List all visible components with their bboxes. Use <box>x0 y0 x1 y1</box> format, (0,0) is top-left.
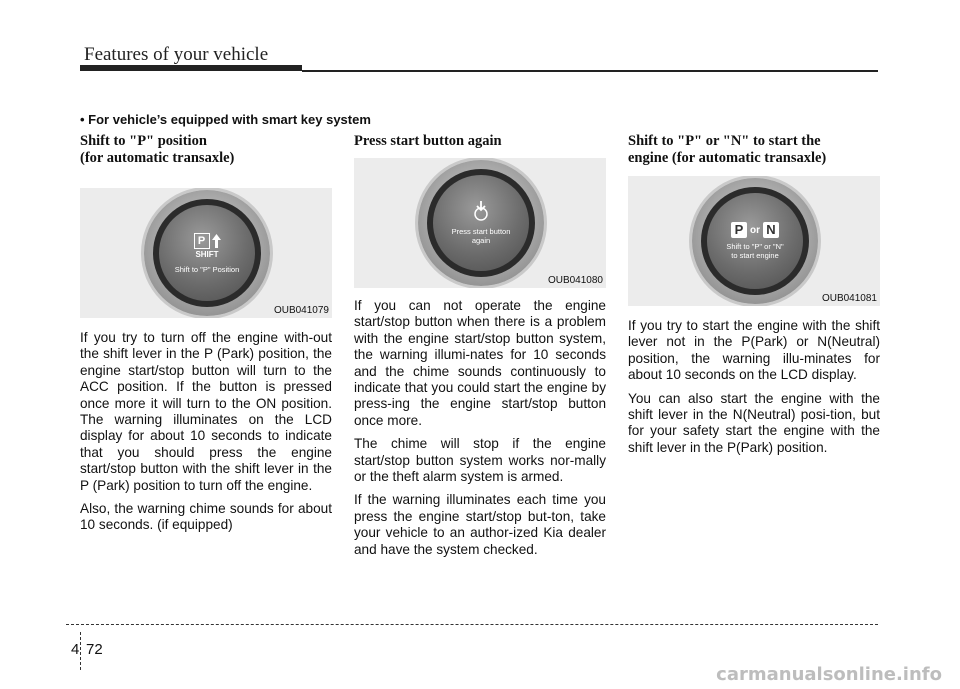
figure-code: OUB041081 <box>821 293 877 304</box>
lcd-warning-knob <box>144 190 270 316</box>
page-header-title: Features of your vehicle <box>84 44 269 65</box>
figure-press-start-again <box>354 158 606 288</box>
body-text-block <box>80 330 332 534</box>
paragraph: If you try to start the engine with the shift lever not in the P(Park) or N(Neutral) position, the warning illu-minates for about 10 seconds on the LCD display. <box>628 318 880 383</box>
section-heading: Shift to "P" or "N" to start the engine (for automatic transaxle) <box>628 133 827 166</box>
lcd-warning-knob <box>692 178 818 304</box>
figure-shift-p-or-n <box>628 176 880 306</box>
n-letter: N <box>763 222 779 238</box>
or-word: or <box>750 224 760 236</box>
watermark: carmanualsonline.info <box>716 664 942 685</box>
knob-caption: Shift to "P" or "N" to start engine <box>726 242 784 260</box>
section-heading: Press start button again <box>354 133 502 149</box>
header-rule-thick <box>80 65 302 71</box>
column-shift-to-p <box>80 133 332 534</box>
knob-face <box>159 205 255 301</box>
lcd-warning-knob <box>418 160 544 286</box>
knob-face <box>433 175 529 271</box>
press-icon <box>472 201 490 221</box>
p-letter: P <box>194 233 210 249</box>
knob-face <box>707 193 803 289</box>
up-arrow-icon <box>212 234 221 248</box>
footer-divider <box>80 632 81 670</box>
figure-code: OUB041079 <box>273 305 329 316</box>
paragraph: Also, the warning chime sounds for about 10 seconds. (if equipped) <box>80 501 332 533</box>
header-rule-thin <box>302 70 878 72</box>
chapter-number: 4 <box>71 641 80 658</box>
figure-shift-to-p <box>80 188 332 318</box>
body-text-block <box>354 298 606 558</box>
column-shift-p-or-n <box>628 133 880 456</box>
paragraph: If you try to turn off the engine with-out the shift lever in the P (Park) position, the engine start/stop button will turn to the ACC position. If the button is pressed once more it will turn to the ON position. The warning illuminates on the LCD display for about 10 seconds to indicate that you should press the engine start/stop button with the shift lever in the P (Park) position to turn off the engine. <box>80 330 332 493</box>
paragraph: If the warning illuminates each time you press the engine start/stop but-ton, take your vehicle to an author-ized Kia dealer and have the system checked. <box>354 492 606 557</box>
shift-word: SHIFT <box>195 249 219 259</box>
footer-rule <box>66 624 878 625</box>
page-number: 72 <box>86 641 103 658</box>
knob-caption: Shift to "P" Position <box>174 264 240 274</box>
p-letter: P <box>731 222 747 238</box>
body-text-block <box>628 318 880 456</box>
knob-caption: Press start button again <box>451 227 511 245</box>
figure-code: OUB041080 <box>547 275 603 286</box>
paragraph: If you can not operate the engine start/stop button when there is a problem with the engine start/stop button system, the warning illumi-nates for 10 seconds and the chime sounds continuously to indicate that you could start the engine by press-ing the engine start/stop button once more. <box>354 298 606 428</box>
column-press-start-again <box>354 133 606 558</box>
section-heading: Shift to "P" position (for automatic transaxle) <box>80 133 235 166</box>
paragraph: The chime will stop if the engine start/stop button system works nor-mally or the theft alarm system is armed. <box>354 436 606 485</box>
applicability-note: • For vehicle’s equipped with smart key system <box>80 112 371 127</box>
paragraph: You can also start the engine with the shift lever in the N(Neutral) posi-tion, but for your safety start the engine with the shift lever in the P(Park) position. <box>628 390 880 455</box>
